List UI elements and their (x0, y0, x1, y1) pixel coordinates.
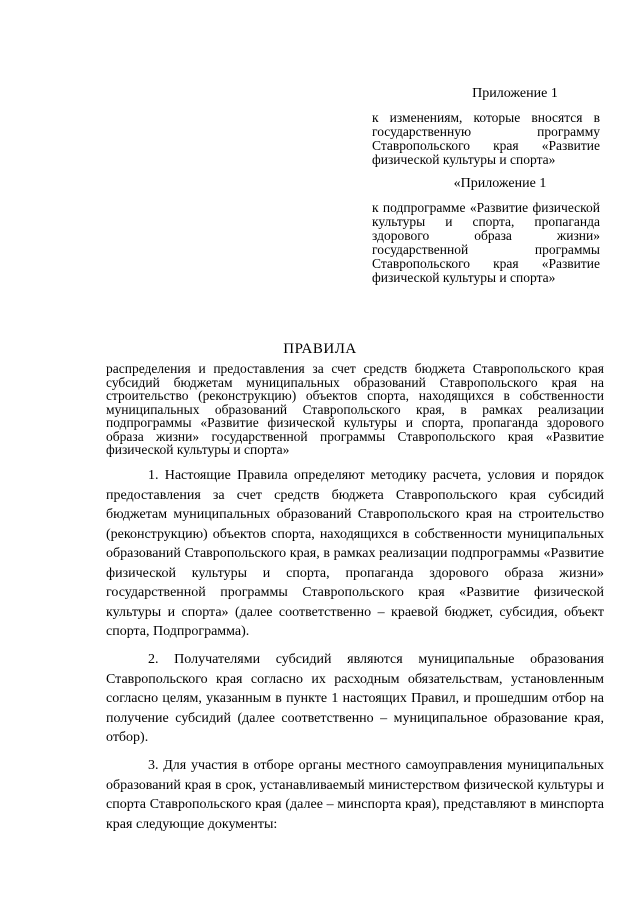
appendix-heading: Приложение 1 (472, 86, 558, 101)
amendment-note: к изменениям, которые вносятся в государственную программу Ставропольского края «Развитие физической культуры и спорта» (372, 110, 600, 167)
appendix-heading-quoted: «Приложение 1 (453, 176, 547, 191)
paragraph-3: 3. Для участия в отборе органы местного самоуправления муниципальных образований края в срок, устанавливаемый министерством физической культуры и спорта Ставропольского края (далее – минспорта края), представляют в минспорта края следующие документы: (106, 758, 604, 832)
subprogram-note: к подпрограмме «Развитие физической культуры и спорта, пропаганда здорового образа жизни» государственной программы Ставропольского края «Развитие физической культуры и спорта» (372, 200, 600, 285)
document-title: ПРАВИЛА (283, 341, 357, 357)
paragraph-2: 2. Получателями субсидий являются муниципальные образования Ставропольского края согласно их расходным обязательствам, установленным согласно целям, указанным в пункте 1 настоящих Правил, и прошедшим отбор на получение субсидий (далее соответственно – муниципальное образование края, отбор). (106, 652, 604, 745)
document-subtitle: распределения и предоставления за счет средств бюджета Ставропольского края субсидий бюджетам муниципальных образований Ставропольского края на строительство (реконструкцию) объектов спорта, находящихся в собственности муниципальных образований Ставропольского края, в рамках реализации подпрограммы «Развитие физической культуры и спорта, пропаганда здорового образа жизни» государственной программы Ставропольского края «Развитие физической культуры и спорта» (106, 361, 604, 457)
paragraph-1: 1. Настоящие Правила определяют методику расчета, условия и порядок предоставления за счет средств бюджета Ставропольского края субсидий бюджетам муниципальных образований Ставропольского края на строительство (реконструкцию) объектов спорта, находящихся в собственности муниципальных образований Ставропольского края, в рамках реализации подпрограммы «Развитие физической культуры и спорта, пропаганда здорового образа жизни» государственной программы Ставропольского края «Развитие физической культуры и спорта» (далее соответственно – краевой бюджет, субсидия, объект спорта, Подпрограмма). (106, 468, 604, 639)
